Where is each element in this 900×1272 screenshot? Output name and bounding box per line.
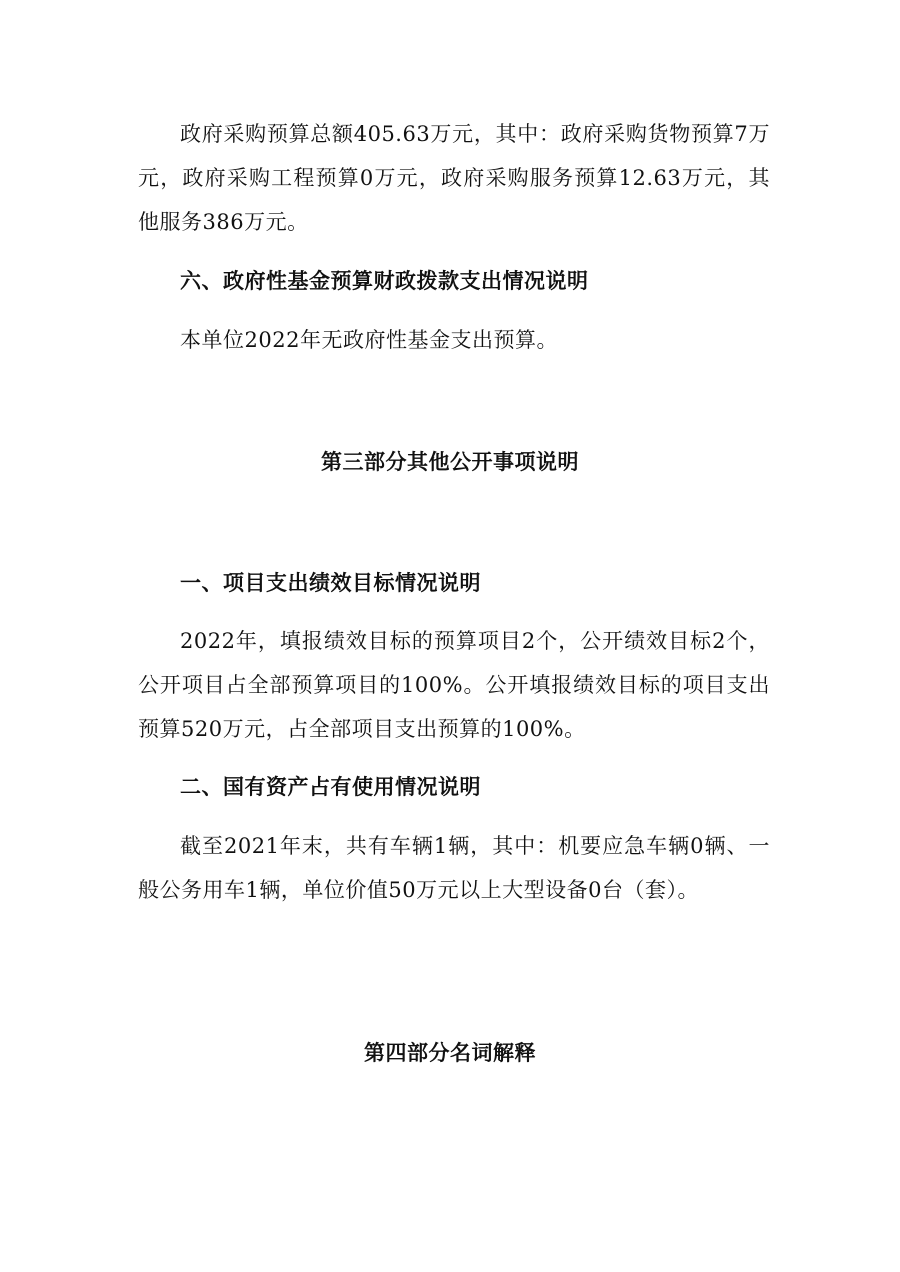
fund-budget-paragraph: 本单位2022年无政府性基金支出预算。 [180,328,558,352]
procurement-paragraph: 政府采购预算总额405.63万元，其中：政府采购货物预算7万元，政府采购工程预算0万元，政府采购服务预算12.63万元，其他服务386万元。 [138,122,770,234]
heading-fund-expenditure: 六、政府性基金预算财政拨款支出情况说明 [180,269,589,293]
section-title-part-three: 第三部分其他公开事项说明 [321,450,579,474]
performance-paragraph: 2022年，填报绩效目标的预算项目2个，公开绩效目标2个，公开项目占全部预算项目的100%。公开填报绩效目标的项目支出预算520万元，占全部项目支出预算的100%。 [138,629,770,741]
heading-performance-goals: 一、项目支出绩效目标情况说明 [180,571,481,595]
assets-paragraph: 截至2021年末，共有车辆1辆，其中：机要应急车辆0辆、一般公务用车1辆，单位价值50万元以上大型设备0台（套）。 [138,834,770,902]
section-title-part-four: 第四部分名词解释 [364,1041,536,1065]
heading-state-assets: 二、国有资产占有使用情况说明 [180,775,481,799]
